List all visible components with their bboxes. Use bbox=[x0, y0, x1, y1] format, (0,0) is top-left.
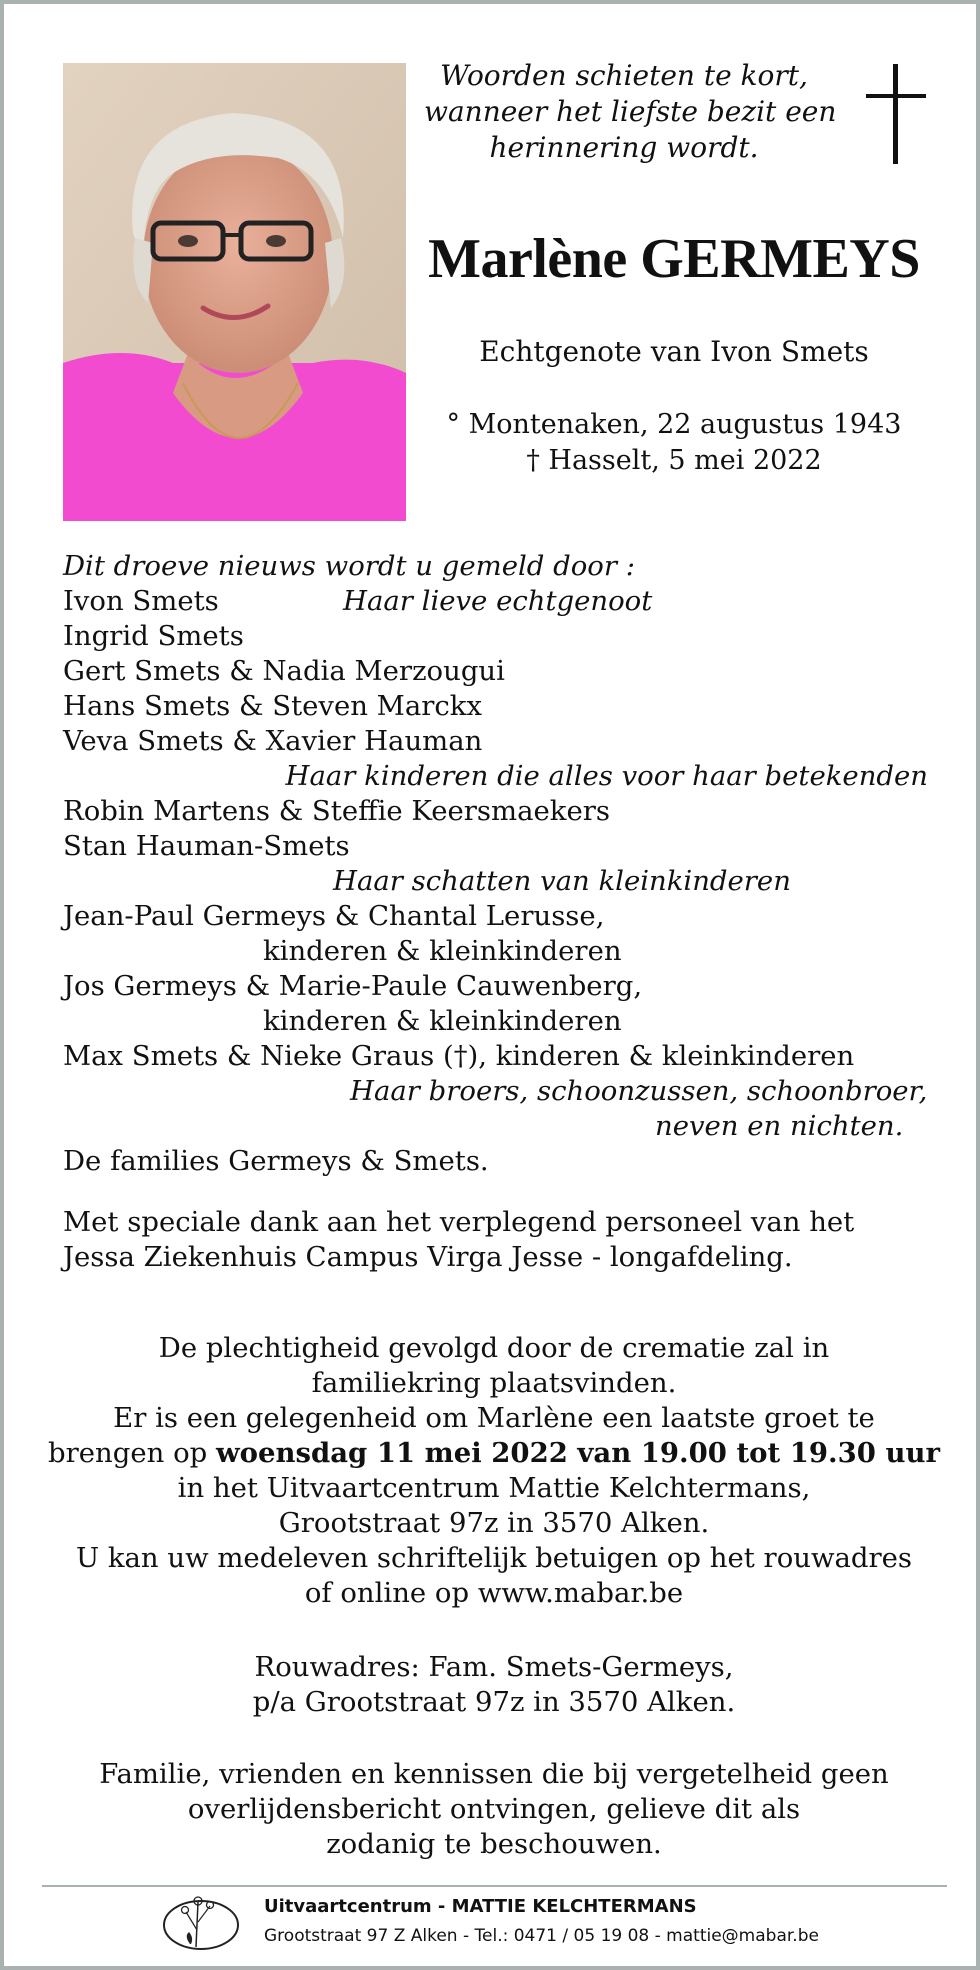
death-line: † Hasselt, 5 mei 2022 bbox=[526, 445, 822, 476]
birth-line: ° Montenaken, 22 augustus 1943 bbox=[446, 409, 902, 440]
footer-divider bbox=[42, 1885, 947, 1887]
deceased-name: Marlène GERMEYS bbox=[428, 228, 920, 290]
portrait-photo bbox=[63, 63, 406, 521]
spouse-name: Ivon Smets bbox=[63, 585, 219, 617]
footer-contact: Grootstraat 97 Z Alken - Tel.: 0471 / 05 19 08 - mattie@mabar.be bbox=[264, 1926, 819, 1946]
mourning-address bbox=[44, 1650, 944, 1720]
closing-line-1: Familie, vrienden en kennissen die bij vergetelheid geen bbox=[99, 1758, 889, 1790]
sibling-row: Max Smets & Nieke Graus (†), kinderen & kleinkinderen bbox=[63, 1040, 855, 1072]
ceremony-info bbox=[44, 1331, 944, 1611]
closing-line-3: zodanig te beschouwen. bbox=[326, 1828, 662, 1860]
ceremony-line-4-prefix: brengen op bbox=[48, 1437, 216, 1469]
quote-line-1: Woorden schieten te kort, bbox=[440, 59, 808, 92]
thanks-line-1: Met speciale dank aan het verplegend personeel van het bbox=[63, 1206, 855, 1238]
children-role: Haar kinderen die alles voor haar betekenden bbox=[285, 760, 928, 792]
closing-line-2: overlijdensbericht ontvingen, gelieve dit als bbox=[187, 1793, 801, 1825]
ceremony-line-4 bbox=[44, 1436, 944, 1471]
family-intro: Dit droeve nieuws wordt u gemeld door : bbox=[63, 550, 635, 582]
ceremony-line-6: Grootstraat 97z in 3570 Alken. bbox=[278, 1507, 710, 1539]
spouse-role: Haar lieve echtgenoot bbox=[343, 585, 653, 617]
sibling-row: kinderen & kleinkinderen bbox=[263, 1005, 622, 1037]
quote bbox=[424, 58, 837, 166]
flower-logo-icon bbox=[160, 1892, 242, 1954]
family-list bbox=[63, 549, 943, 1275]
grandchild-row: Robin Martens & Steffie Keersmaekers bbox=[63, 795, 610, 827]
ceremony-line-5: in het Uitvaartcentrum Mattie Kelchtermans, bbox=[177, 1472, 811, 1504]
child-row: Ingrid Smets bbox=[63, 620, 244, 652]
deceased-relation: Echtgenote van Ivon Smets bbox=[479, 335, 869, 368]
child-row: Hans Smets & Steven Marckx bbox=[63, 690, 482, 722]
footer-company: Uitvaartcentrum - MATTIE KELCHTERMANS bbox=[264, 1896, 697, 1917]
child-row: Veva Smets & Xavier Hauman bbox=[63, 725, 483, 757]
ceremony-line-3: Er is een gelegenheid om Marlène een laatste groet te bbox=[113, 1402, 875, 1434]
siblings-role-2: neven en nichten. bbox=[655, 1110, 904, 1142]
ceremony-line-7: U kan uw medeleven schriftelijk betuigen op het rouwadres bbox=[75, 1542, 913, 1574]
address-line-1: Rouwadres: Fam. Smets-Germeys, bbox=[254, 1651, 734, 1683]
sibling-row: Jean-Paul Germeys & Chantal Lerusse, bbox=[63, 900, 605, 932]
sibling-row: kinderen & kleinkinderen bbox=[263, 935, 622, 967]
family-row-spouse bbox=[63, 584, 943, 619]
address-line-2: p/a Grootstraat 97z in 3570 Alken. bbox=[252, 1686, 736, 1718]
cross-icon bbox=[866, 64, 926, 164]
sibling-row: Jos Germeys & Marie-Paule Cauwenberg, bbox=[63, 970, 643, 1002]
grandchild-row: Stan Hauman-Smets bbox=[63, 830, 350, 862]
siblings-role-1: Haar broers, schoonzussen, schoonbroer, bbox=[350, 1075, 928, 1107]
grandchildren-role: Haar schatten van kleinkinderen bbox=[333, 865, 791, 897]
life-dates bbox=[424, 407, 924, 479]
quote-line-3: herinnering wordt. bbox=[489, 131, 759, 164]
thanks-line-2: Jessa Ziekenhuis Campus Virga Jesse - longafdeling. bbox=[63, 1241, 793, 1273]
families-line: De families Germeys & Smets. bbox=[63, 1145, 489, 1177]
closing-note bbox=[44, 1757, 944, 1862]
child-row: Gert Smets & Nadia Merzougui bbox=[63, 655, 505, 687]
quote-line-2: wanneer het liefste bezit een bbox=[424, 95, 837, 128]
ceremony-line-2: familiekring plaatsvinden. bbox=[311, 1367, 677, 1399]
visitation-time: woensdag 11 mei 2022 van 19.00 tot 19.30 uur bbox=[216, 1437, 940, 1469]
ceremony-line-1: De plechtigheid gevolgd door de crematie zal in bbox=[158, 1332, 830, 1364]
ceremony-line-8: of online op www.mabar.be bbox=[304, 1577, 684, 1609]
